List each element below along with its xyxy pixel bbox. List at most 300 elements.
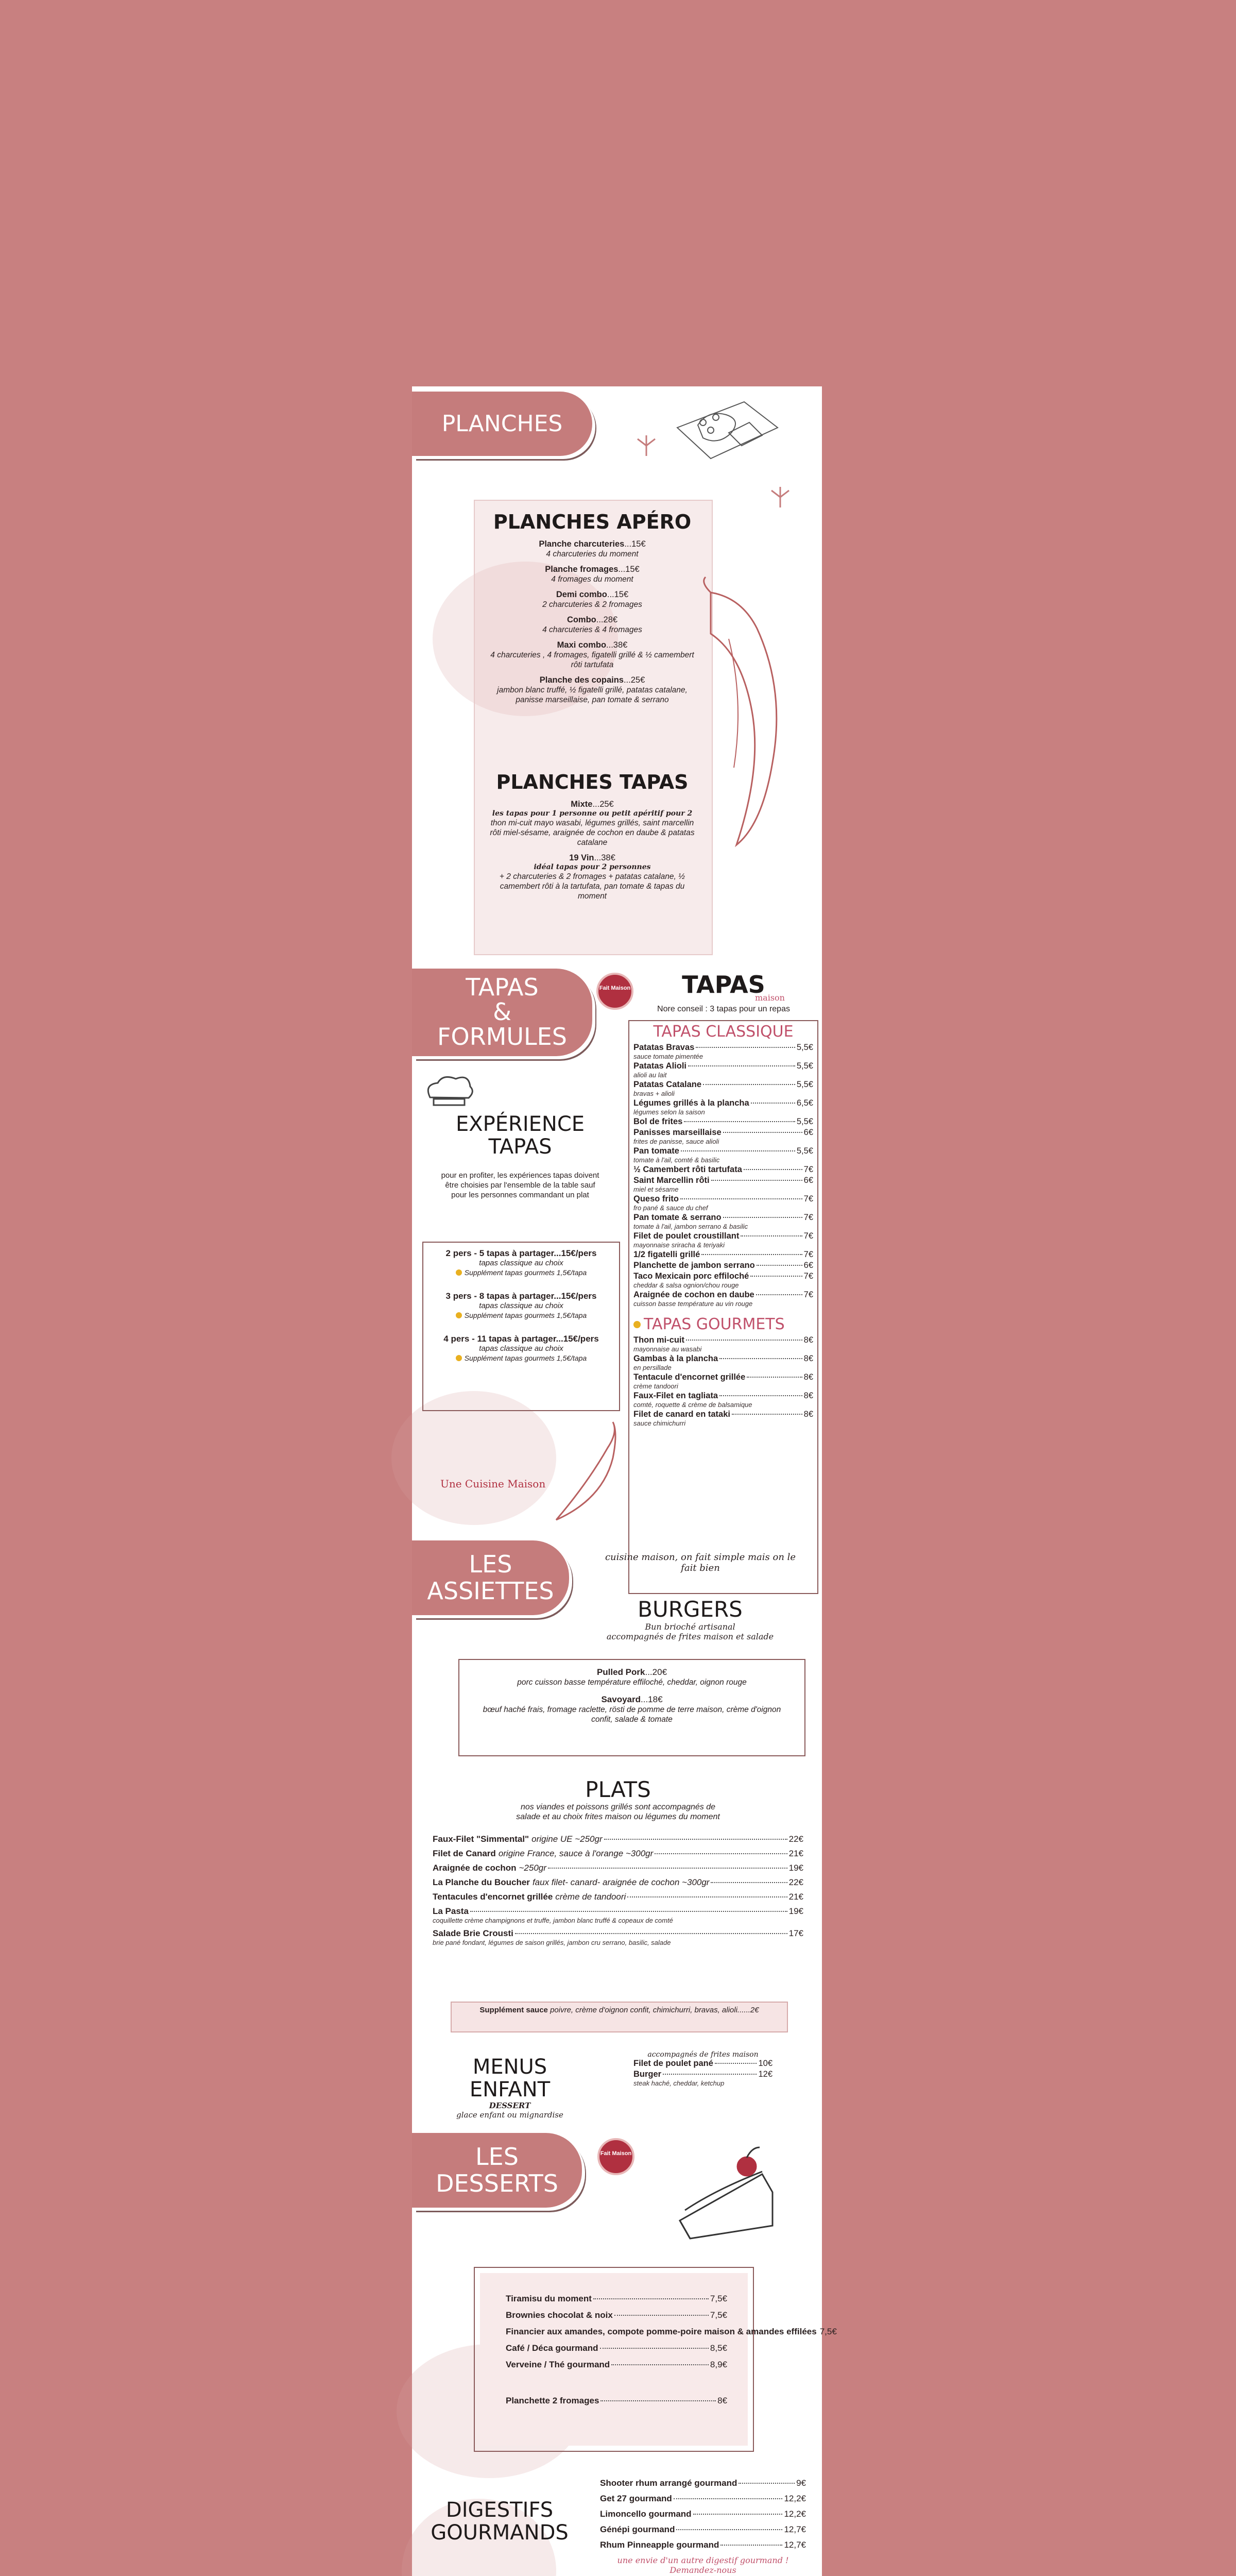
menu-row xyxy=(433,1928,803,1946)
item-price: 7,5€ xyxy=(710,2294,727,2303)
menu-row-line xyxy=(506,2360,727,2370)
chili-pepper-illustration xyxy=(690,577,824,855)
item-desc: steak haché, cheddar, ketchup xyxy=(633,2079,725,2087)
item-price: 12,7€ xyxy=(784,2524,806,2534)
item-desc: alioli au lait xyxy=(633,1071,667,1079)
item-price: 10€ xyxy=(758,2059,772,2068)
item-name: Planchette 2 fromages xyxy=(506,2396,599,2405)
item-price: 8€ xyxy=(803,1410,813,1419)
menu-row-line xyxy=(633,1410,813,1419)
planches-apero xyxy=(489,510,695,705)
item-name: Pulled Pork xyxy=(596,1667,645,1677)
dot-leader xyxy=(515,1933,787,1934)
tab-label: FORMULES xyxy=(437,1023,567,1050)
menu-row-line xyxy=(633,2059,772,2069)
tapas-classique-title: TAPAS CLASSIQUE xyxy=(653,1023,794,1041)
item-price: 12,2€ xyxy=(784,2494,806,2503)
section-title: DIGESTIFS xyxy=(445,2498,554,2522)
item-desc: 4 charcuteries du moment xyxy=(546,550,639,558)
menu-item xyxy=(489,853,695,901)
item-price: 7€ xyxy=(803,1231,813,1241)
item-desc: brie pané fondant, légumes de saison grillés, jambon cru serrano, basilic, salade xyxy=(433,1939,671,1946)
item-desc: + 2 charcuteries & 2 fromages + patatas catalane, ½ camembert rôti à la tartufata, pan tomate & tapas du moment xyxy=(499,872,685,901)
item-name: Thon mi-cuit xyxy=(633,1335,684,1345)
item-desc: en persillade xyxy=(633,1364,672,1371)
supplement-desc: poivre, crème d'oignon confit, chimichurri, bravas, alioli......2€ xyxy=(550,2006,759,2014)
item-desc: frites de panisse, sauce alioli xyxy=(633,1138,719,1145)
tab-label: ASSIETTES xyxy=(427,1577,554,1605)
item-extra: faux filet- canard- araignée de cochon ~300gr xyxy=(532,1877,710,1887)
tab-label: DESSERTS xyxy=(436,2170,558,2197)
dot-leader xyxy=(604,1839,787,1840)
menu-row xyxy=(633,1272,813,1289)
item-name: Patatas Alioli xyxy=(633,1061,687,1071)
menu-row xyxy=(506,2327,837,2337)
footer-script: cuisine maison, on fait simple mais on le fait bien xyxy=(605,1552,796,1573)
dot-leader xyxy=(548,1868,787,1869)
item-name: Panisses marseillaise xyxy=(633,1128,722,1137)
item-name: Salade Brie Crousti xyxy=(433,1928,513,1938)
item-name: Queso frito xyxy=(633,1194,679,1204)
item-name: Gambas à la plancha xyxy=(633,1354,718,1363)
plats-subtitle: nos viandes et poissons grillés sont accompagnés de salade et au choix frites maison ou légumes du moment xyxy=(516,1803,720,1821)
menu-row-line xyxy=(600,2540,806,2550)
item-price: 7€ xyxy=(803,1213,813,1222)
item-name: Patatas Catalane xyxy=(633,1080,702,1089)
menu-row xyxy=(506,2396,727,2406)
item-name: ½ Camembert rôti tartufata xyxy=(633,1165,742,1174)
menu-row-line xyxy=(633,1165,813,1175)
section-title: PLANCHES TAPAS xyxy=(496,771,689,793)
item-desc: miel et sésame xyxy=(633,1185,679,1193)
menu-item xyxy=(489,799,695,848)
item-name: Mixte xyxy=(571,800,593,809)
menu-row-line xyxy=(433,1892,803,1902)
menu-item-line xyxy=(489,539,695,549)
item-price: ...20€ xyxy=(645,1667,667,1677)
menu-row-line xyxy=(633,1043,813,1053)
menu-row-line xyxy=(633,1176,813,1185)
burgers-subtitle: accompagnés de frites maison et salade xyxy=(606,1632,774,1641)
menu-row-line xyxy=(633,1250,813,1260)
item-name: Filet de poulet croustillant xyxy=(633,1231,740,1241)
item-name: Tentacules d'encornet grillée xyxy=(433,1892,553,1902)
tapas-gourmets-list xyxy=(629,1335,817,1427)
offer-title: 3 pers - 8 tapas à partager...15€/pers xyxy=(445,1291,597,1301)
item-desc: coquillette crème champignons et truffe, jambon blanc truffé & copeaux de comté xyxy=(433,1917,673,1924)
menu-row-line xyxy=(433,1863,803,1873)
dot-leader xyxy=(711,1180,802,1181)
menu-item xyxy=(489,675,695,705)
offer xyxy=(427,1333,615,1363)
menu-row-line xyxy=(600,2509,806,2519)
tab-label: & xyxy=(493,998,511,1026)
item-name: Planchette de jambon serrano xyxy=(633,1261,755,1270)
menu-row xyxy=(633,1261,813,1270)
item-price: 5,5€ xyxy=(796,1080,813,1089)
item-note: idéal tapas pour 2 personnes xyxy=(534,863,651,871)
item-name: La Pasta xyxy=(433,1906,469,1916)
menu-item xyxy=(489,564,695,584)
menu-row-line xyxy=(433,1877,803,1888)
section-tab-desserts xyxy=(412,2133,582,2208)
menu-row xyxy=(506,2310,727,2320)
menu-row-line xyxy=(633,1391,813,1401)
menu-row xyxy=(433,1906,803,1924)
item-desc: thon mi-cuit mayo wasabi, légumes grillés, saint marcellin rôti miel-sésame, araignée de cochon en daube & patatas catalane xyxy=(490,819,695,847)
menu-row-line xyxy=(506,2310,727,2320)
tapas-header xyxy=(631,971,816,1014)
menu-row xyxy=(633,1231,813,1249)
experience-tapas xyxy=(422,1113,618,1200)
dot-leader xyxy=(757,1265,802,1266)
dot-leader xyxy=(600,2348,709,2349)
item-name: Burger xyxy=(633,2070,662,2079)
cheese-board-illustration xyxy=(667,397,785,469)
item-name: Patatas Bravas xyxy=(633,1043,695,1052)
menu-row xyxy=(633,1117,813,1127)
burgers-list xyxy=(459,1660,804,1739)
item-note: les tapas pour 1 personne ou petit apéritif pour 2 xyxy=(492,809,693,818)
menu-row xyxy=(633,1290,813,1308)
section-title: PLANCHES APÉRO xyxy=(493,511,692,533)
dot-leader xyxy=(680,1198,802,1199)
offer-supplement xyxy=(427,1268,615,1277)
item-name: Planche fromages xyxy=(545,565,619,574)
cuisine-maison-label: Une Cuisine Maison xyxy=(440,1478,546,1490)
offer-line: tapas classique au choix xyxy=(479,1259,563,1267)
burgers-subtitle: Bun brioché artisanal xyxy=(645,1622,735,1632)
section-title: EXPÉRIENCE xyxy=(455,1112,585,1136)
item-price: 9€ xyxy=(796,2478,806,2488)
planches-apero-list xyxy=(489,539,695,705)
menu-item-line xyxy=(489,640,695,650)
enfant-accompaniment: accompagnés de frites maison xyxy=(647,2050,759,2059)
item-name: Filet de poulet pané xyxy=(633,2059,713,2068)
enfant-glace: glace enfant ou mignardise xyxy=(456,2110,563,2120)
item-price: 19€ xyxy=(788,1906,803,1916)
item-name: Tentacule d'encornet grillée xyxy=(633,1372,746,1382)
item-price: 6€ xyxy=(803,1176,813,1185)
menu-row-line xyxy=(600,2524,806,2535)
section-title: GOURMANDS xyxy=(431,2521,569,2545)
dot-leader xyxy=(720,2545,782,2546)
star-icon xyxy=(633,1321,641,1328)
section-title: TAPAS xyxy=(682,971,765,998)
menu-row-line xyxy=(633,1261,813,1270)
menu-row-line xyxy=(633,1098,813,1108)
menu-row xyxy=(506,2294,727,2304)
item-desc: légumes selon la saison xyxy=(633,1108,705,1116)
menu-row-line xyxy=(600,2478,806,2488)
plats-list xyxy=(433,1834,803,1951)
tab-label: PLANCHES xyxy=(441,411,563,437)
planches-tapas-list xyxy=(489,799,695,901)
item-desc: comté, roquette & crème de balsamique xyxy=(633,1401,752,1409)
leaf-sprig-icon xyxy=(633,433,659,459)
item-desc: cuisson basse température au vin rouge xyxy=(633,1300,753,1308)
section-title: BURGERS xyxy=(638,1597,743,1622)
section-title: PLATS xyxy=(585,1777,651,1802)
dot-leader xyxy=(747,1377,802,1378)
menu-row-line xyxy=(633,1354,813,1364)
dot-leader xyxy=(676,2529,782,2530)
dot-leader xyxy=(701,1254,802,1255)
menu-item xyxy=(489,589,695,609)
item-price: 8€ xyxy=(803,1354,813,1363)
item-name: Filet de canard en tataki xyxy=(633,1410,730,1419)
item-name: 1/2 figatelli grillé xyxy=(633,1250,700,1259)
offer-supplement xyxy=(427,1311,615,1320)
menu-row-line xyxy=(433,1906,803,1917)
item-desc: crème tandoori xyxy=(633,1382,678,1390)
menu-row-line xyxy=(433,1928,803,1939)
offer-supplement xyxy=(427,1353,615,1363)
watercolor-wash xyxy=(391,1391,556,1525)
menu-item xyxy=(489,640,695,670)
dot-leader xyxy=(470,1911,787,1912)
item-name: Bol de frites xyxy=(633,1117,683,1126)
menu-row-line xyxy=(433,1849,803,1859)
menu-row xyxy=(633,1213,813,1230)
item-desc: sauce tomate pimentée xyxy=(633,1053,703,1060)
item-price: 5,5€ xyxy=(796,1043,813,1052)
enfant-list xyxy=(633,2059,772,2087)
dot-leader xyxy=(715,2063,757,2064)
chili-pepper-illustration xyxy=(551,1417,623,1520)
menu-row-line xyxy=(633,2070,772,2079)
item-name: Araignée de cochon xyxy=(433,1863,517,1873)
item-name: Combo xyxy=(566,615,596,624)
dot-leader xyxy=(750,1276,802,1277)
item-name: Planche des copains xyxy=(539,675,624,685)
menu-row-line xyxy=(433,1834,803,1844)
tapas-gourmets-heading xyxy=(633,1316,817,1333)
dot-leader xyxy=(703,1084,795,1085)
menu-row-line xyxy=(506,2396,727,2406)
experience-description: pour en profiter, les expériences tapas doivent être choisies par l'ensemble de la table sauf pour les personnes commandant un plat xyxy=(441,1171,599,1199)
dot-leader xyxy=(723,1132,802,1133)
menu-row xyxy=(633,1043,813,1060)
menus-enfant-items xyxy=(633,2050,772,2088)
menu-row-line xyxy=(506,2294,727,2304)
dot-leader xyxy=(627,1896,787,1897)
star-icon xyxy=(456,1269,462,1276)
item-desc: bœuf haché frais, fromage raclette, rösti de pomme de terre maison, crème d'oignon confit, salade & tomate xyxy=(483,1705,781,1724)
item-price: 12€ xyxy=(758,2070,772,2079)
menu-row xyxy=(633,1165,813,1175)
offer xyxy=(427,1248,615,1277)
menu-row xyxy=(600,2478,806,2488)
dot-leader xyxy=(686,1340,802,1341)
badge-label: Fait Maison xyxy=(599,985,631,991)
dot-leader xyxy=(593,2298,709,2299)
menu-row xyxy=(633,1146,813,1164)
dot-leader xyxy=(693,2514,783,2515)
item-price: ...15€ xyxy=(607,590,629,599)
item-name: Shooter rhum arrangé gourmand xyxy=(600,2478,737,2488)
menu-row-line xyxy=(633,1231,813,1241)
item-name: Café / Déca gourmand xyxy=(506,2343,598,2353)
menu-row xyxy=(633,1335,813,1353)
item-price: 7,5€ xyxy=(819,2327,837,2336)
digestifs-list xyxy=(600,2478,806,2550)
menu-item-line xyxy=(489,615,695,625)
digestifs-script: une envie d'un autre digestif gourmand ! xyxy=(617,2555,789,2565)
menu-item-line xyxy=(489,564,695,574)
item-name: Get 27 gourmand xyxy=(600,2494,672,2503)
section-tab-assiettes xyxy=(412,1540,569,1615)
menu-item-line xyxy=(489,799,695,809)
item-name: Savoyard xyxy=(601,1694,641,1704)
item-price: ...38€ xyxy=(594,853,615,862)
item-price: 5,5€ xyxy=(796,1146,813,1156)
cake-slice-illustration xyxy=(670,2143,783,2241)
item-desc: sauce chimichurri xyxy=(633,1419,686,1427)
item-name: Limoncello gourmand xyxy=(600,2509,692,2519)
menu-row-line xyxy=(633,1272,813,1281)
item-price: 7€ xyxy=(803,1272,813,1281)
item-name: Pan tomate xyxy=(633,1146,679,1156)
menu-item-line xyxy=(489,675,695,685)
item-desc: 4 charcuteries , 4 fromages, figatelli grillé & ½ camembert rôti tartufata xyxy=(490,651,694,669)
menu-row-line xyxy=(633,1290,813,1300)
offer-title: 4 pers - 11 tapas à partager...15€/pers xyxy=(443,1334,599,1344)
fait-maison-badge xyxy=(596,973,633,1010)
item-desc: tomate à l'ail, comté & basilic xyxy=(633,1156,720,1164)
item-price: 8,5€ xyxy=(710,2343,727,2353)
offer-line: tapas classique au choix xyxy=(479,1344,563,1353)
menu-row-line xyxy=(633,1117,813,1127)
menu-row-line xyxy=(633,1194,813,1204)
item-price: ...25€ xyxy=(592,800,614,809)
item-desc: tomate à l'ail, jambon serrano & basilic xyxy=(633,1223,748,1230)
item-price: 7€ xyxy=(803,1290,813,1299)
item-desc: 4 fromages du moment xyxy=(551,575,633,584)
plats-header xyxy=(433,1777,803,1822)
section-title: TAPAS xyxy=(488,1135,552,1159)
planches-tapas xyxy=(489,770,695,901)
item-name: Génépi gourmand xyxy=(600,2524,675,2534)
digestifs-list-wrap xyxy=(600,2478,806,2575)
item-desc: fro pané & sauce du chef xyxy=(633,1204,708,1212)
item-name: Rhum Pinneapple gourmand xyxy=(600,2540,719,2550)
item-name: Financier aux amandes, compote pomme-poire maison & amandes effilées xyxy=(506,2327,817,2336)
tapas-advice: Nore conseil : 3 tapas pour un repas xyxy=(657,1005,790,1013)
star-icon xyxy=(456,1312,462,1318)
item-price: 22€ xyxy=(788,1877,803,1887)
item-extra: crème de tandoori xyxy=(555,1892,626,1902)
menu-row xyxy=(433,1863,803,1873)
item-name: Pan tomate & serrano xyxy=(633,1213,722,1222)
item-name: Brownies chocolat & noix xyxy=(506,2310,613,2320)
menu-row xyxy=(600,2509,806,2519)
item-price: 8€ xyxy=(803,1391,813,1400)
item-price: 21€ xyxy=(788,1892,803,1902)
item-price: 21€ xyxy=(788,1849,803,1858)
fait-maison-badge xyxy=(597,2138,634,2175)
item-name: 19 Vin xyxy=(569,853,594,862)
menu-item-line xyxy=(489,853,695,863)
item-price: 12,7€ xyxy=(784,2540,806,2550)
item-price: 6€ xyxy=(803,1261,813,1270)
item-name: Légumes grillés à la plancha xyxy=(633,1098,749,1108)
dot-leader xyxy=(719,1395,802,1396)
dot-leader xyxy=(614,2315,709,2316)
item-name: La Planche du Boucher xyxy=(433,1877,530,1887)
menu-row-line xyxy=(633,1146,813,1156)
burgers-box xyxy=(458,1659,805,1756)
menu-row xyxy=(433,1877,803,1888)
experience-offers-box xyxy=(422,1242,620,1411)
digestifs-script: Demandez-nous xyxy=(670,2565,736,2575)
item-price: 7€ xyxy=(803,1194,813,1204)
dot-leader xyxy=(674,2498,783,2499)
item-price: 6,5€ xyxy=(796,1098,813,1108)
menu-row-line xyxy=(633,1372,813,1382)
chef-hat-icon xyxy=(422,1074,474,1110)
item-desc: mayonnaise au wasabi xyxy=(633,1345,702,1353)
item-price: 8€ xyxy=(803,1335,813,1345)
item-price: 7€ xyxy=(803,1250,813,1259)
dot-leader xyxy=(711,1882,787,1883)
item-name: Saint Marcellin rôti xyxy=(633,1176,710,1185)
menu-row xyxy=(633,1250,813,1260)
enfant-dessert: DESSERT xyxy=(489,2101,531,2110)
dot-leader xyxy=(744,1169,802,1170)
dot-leader xyxy=(739,2483,795,2484)
item-price: 8€ xyxy=(717,2396,727,2405)
dot-leader xyxy=(681,1150,795,1151)
star-icon xyxy=(456,1355,462,1361)
section-title: MENUS ENFANT xyxy=(469,2055,551,2102)
item-extra: origine France, sauce à l'orange ~300gr xyxy=(498,1849,654,1858)
item-name: Faux-Filet "Simmental" xyxy=(433,1834,529,1844)
tapas-classique-list xyxy=(629,1041,817,1308)
menu-row-line xyxy=(600,2494,806,2504)
menu-row xyxy=(633,1354,813,1371)
item-desc: mayonnaise sriracha & teriyaki xyxy=(633,1241,725,1249)
menu-item xyxy=(489,615,695,635)
item-desc: porc cuisson basse température effiloché, cheddar, oignon rouge xyxy=(517,1678,747,1687)
menu-row xyxy=(633,2059,772,2069)
menu-row xyxy=(506,2343,727,2353)
burgers-header xyxy=(566,1597,814,1641)
burger-item xyxy=(480,1694,784,1724)
item-price: ...28€ xyxy=(596,615,618,624)
supplement-text: Supplément tapas gourmets 1,5€/tapa xyxy=(464,1268,587,1277)
menu-row xyxy=(600,2540,806,2550)
menu-row xyxy=(633,1080,813,1097)
desserts-box xyxy=(474,2267,837,2452)
menu-item-line xyxy=(489,589,695,600)
menu-row-line xyxy=(506,2343,727,2353)
item-price: ...18€ xyxy=(641,1694,663,1704)
dot-leader xyxy=(719,1358,802,1359)
dot-leader xyxy=(756,1294,802,1295)
burger-item xyxy=(480,1667,784,1687)
menu-row xyxy=(600,2494,806,2504)
dot-leader xyxy=(655,1853,787,1854)
menu-row xyxy=(506,2360,727,2370)
menu-row xyxy=(633,1176,813,1193)
tab-label: LES xyxy=(475,2143,519,2171)
item-desc: bravas + alioli xyxy=(633,1090,675,1097)
dot-leader xyxy=(732,1414,802,1415)
item-desc: 4 charcuteries & 4 fromages xyxy=(542,625,642,634)
item-price: 6€ xyxy=(803,1128,813,1137)
dot-leader xyxy=(600,2400,716,2401)
